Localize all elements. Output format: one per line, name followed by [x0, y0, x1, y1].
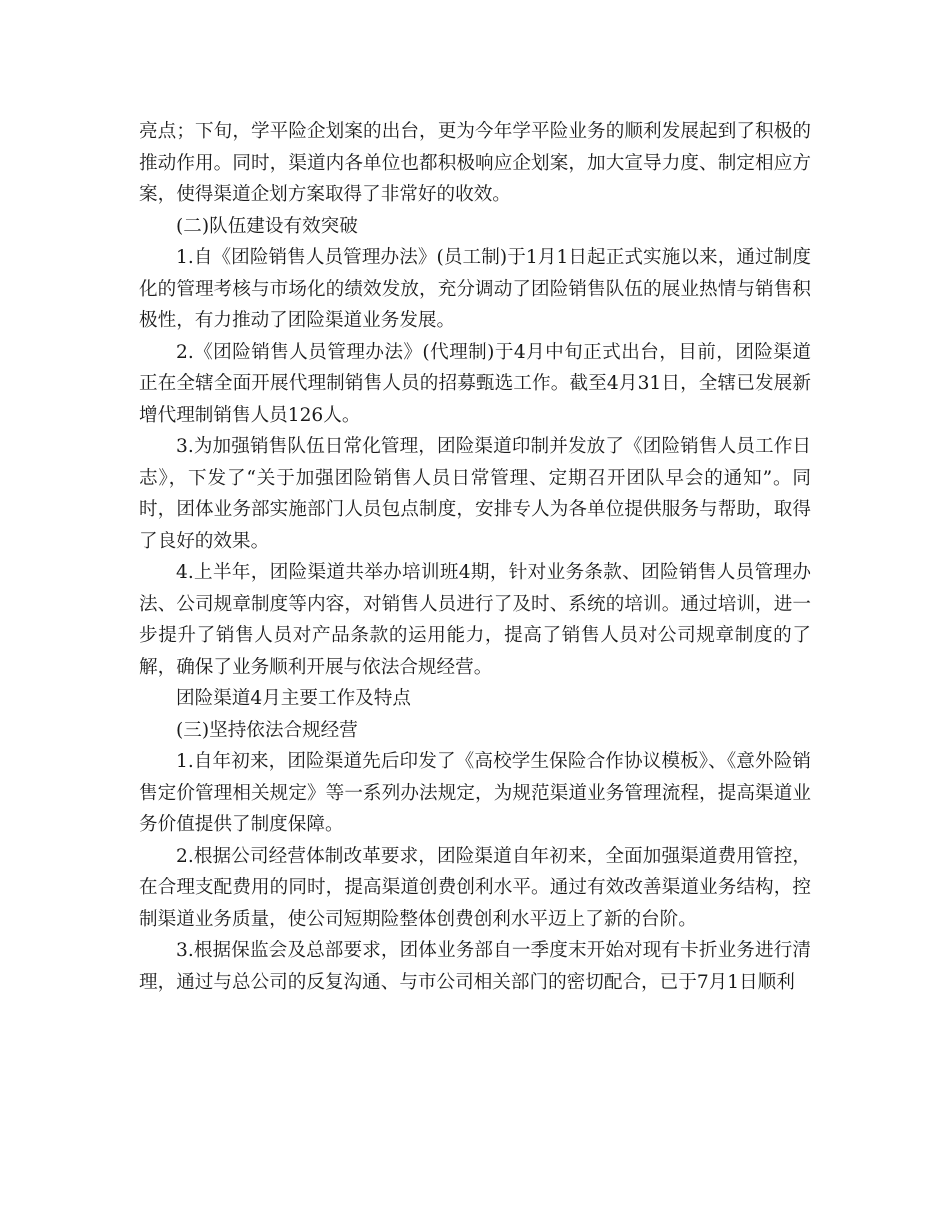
- paragraph: 1.自年初来，团险渠道先后印发了《高校学生保险合作协议模板》、《意外险销售定价管理相关规定》等一系列办法规定，为规范渠道业务管理流程，提高渠道业务价值提供了制度保障。: [139, 751, 811, 835]
- document-body: [139, 116, 811, 998]
- paragraph: 1.自《团险销售人员管理办法》(员工制)于1月1日起正式实施以来，通过制度化的管理考核与市场化的绩效发放，充分调动了团险销售队伍的展业热情与销售积极性，有力推动了团险渠道业务发展。: [139, 247, 811, 331]
- section-heading: 团险渠道4月主要工作及特点: [176, 688, 411, 709]
- section-heading: (三)坚持依法合规经营: [176, 719, 358, 741]
- paragraph: 3.为加强销售队伍日常化管理，团险渠道印制并发放了《团险销售人员工作日志》，下发了“关于加强团险销售人员日常管理、定期召开团队早会的通知”。同时，团体业务部实施部门人员包点制度，安排专人为各单位提供服务与帮助，取得了良好的效果。: [139, 436, 811, 552]
- paragraph: 亮点；下旬，学平险企划案的出台，更为今年学平险业务的顺利发展起到了积极的推动作用。同时，渠道内各单位也都积极响应企划案，加大宣导力度、制定相应方案，使得渠道企划方案取得了非常好的收效。: [139, 121, 811, 205]
- paragraph: 3.根据保监会及总部要求，团体业务部自一季度末开始对现有卡折业务进行清理，通过与总公司的反复沟通、与市公司相关部门的密切配合，已于7月1日顺利: [139, 940, 811, 993]
- paragraph: 2.《团险销售人员管理办法》(代理制)于4月中旬正式出台，目前，团险渠道正在全辖全面开展代理制销售人员的招募甄选工作。截至4月31日，全辖已发展新增代理制销售人员126人。: [139, 341, 811, 426]
- paragraph: 2.根据公司经营体制改革要求，团险渠道自年初来，全面加强渠道费用管控，在合理支配费用的同时，提高渠道创费创利水平。通过有效改善渠道业务结构，控制渠道业务质量，使公司短期险整体创费创利水平迈上了新的台阶。: [139, 845, 811, 930]
- paragraph: 4.上半年，团险渠道共举办培训班4期，针对业务条款、团险销售人员管理办法、公司规章制度等内容，对销售人员进行了及时、系统的培训。通过培训，进一步提升了销售人员对产品条款的运用能力，提高了销售人员对公司规章制度的了解，确保了业务顺利开展与依法合规经营。: [139, 562, 811, 678]
- section-heading: (二)队伍建设有效突破: [176, 215, 358, 237]
